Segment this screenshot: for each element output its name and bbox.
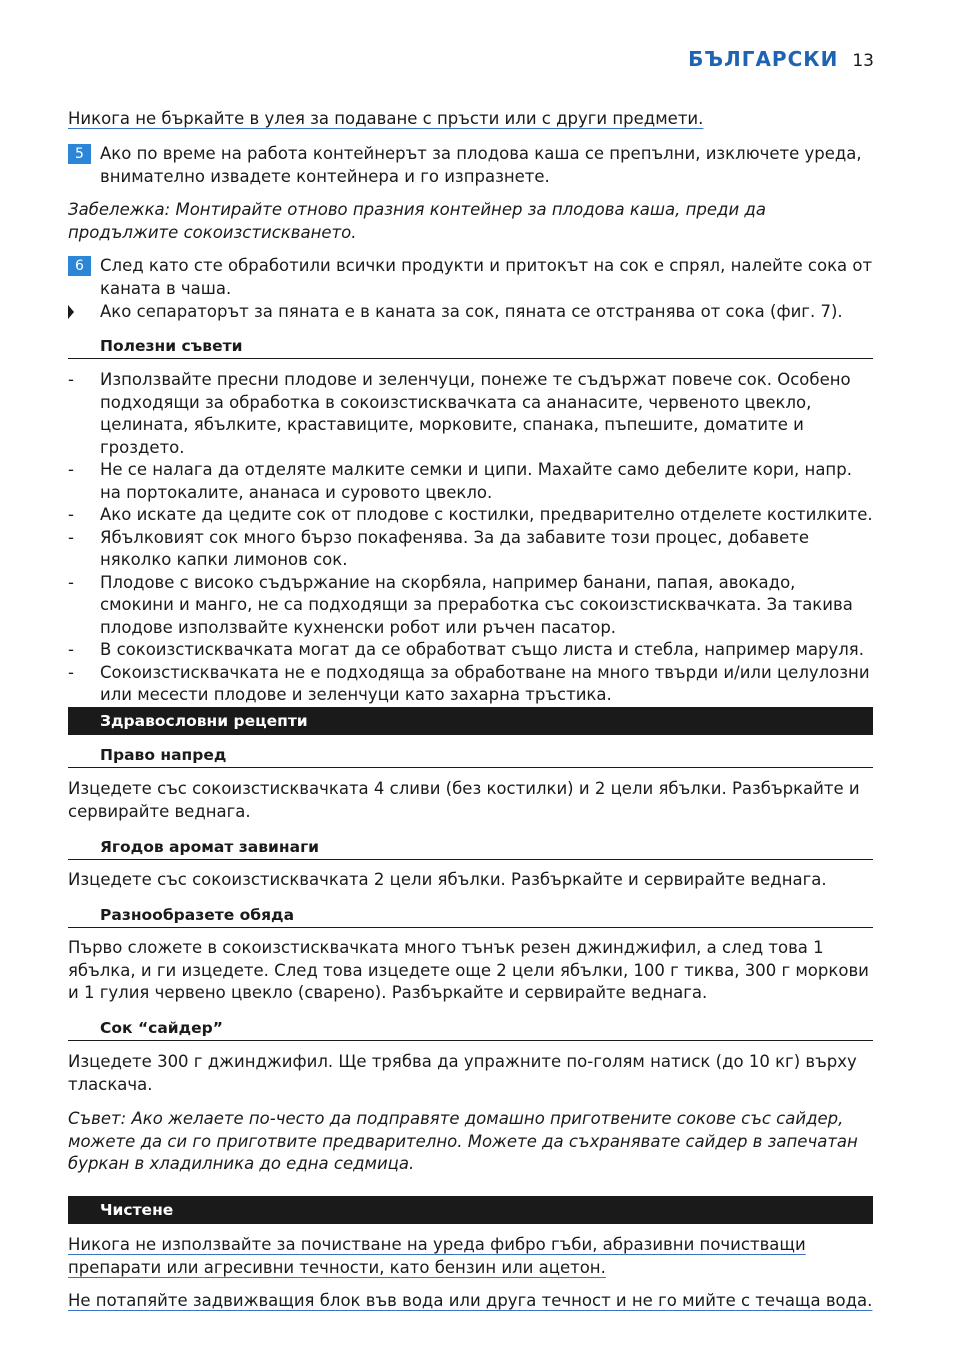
language-label: БЪЛГАРСКИ <box>688 47 839 71</box>
triangle-bullet-icon <box>68 305 74 319</box>
recipe-text-straight-ahead: Изцедете със сокоизстисквачката 4 сливи (без костилки) и 2 цели ябълки. Разбъркайте и сервирайте веднага. <box>68 779 860 821</box>
healthy-recipes-section-bar: Здравословни рецепти <box>68 707 873 735</box>
warning-feed-tube: Никога не бъркайте в улея за подаване с пръсти или с други предмети. <box>68 109 704 128</box>
recipe-title-cider: Сок “сайдер” <box>68 1015 873 1041</box>
recipe-text-lunch: Първо сложете в сокоизстисквачката много тънък резен джинджифил, а след това 1 ябълка, и ги изцедете. След това изцедете още 2 цели ябълки, 100 г тиква, 300 г моркови и 1 гулия червено цвекло (сварено). Разбъркайте и сервирайте веднага. <box>68 938 869 1002</box>
bullet-text: Ако сепараторът за пяната е в каната за сок, пяната се отстранява от сока (фиг. 7). <box>100 302 843 321</box>
list-item: - Плодове с високо съдържание на скорбяла, например банани, папая, авокадо, смокини и манго, не са подходящи за преработка със сокоизстисквачката. За такива плодове използвайте кухненски робот или ръчен пасатор. <box>68 572 873 640</box>
useful-tips-heading: Полезни съвети <box>68 333 873 359</box>
step-number-badge: 5 <box>68 144 91 164</box>
warning-cleaning-agents: Никога не използвайте за почистване на уреда фибро гъби, абразивни почистващи препарати или агресивни течности, като бензин или ацетон. <box>68 1235 806 1277</box>
list-item: - Ябълковият сок много бързо покафенява. За да забавите този процес, добавете няколко капки лимонов сок. <box>68 527 873 572</box>
step-text: Ако по време на работа контейнерът за плодова каша се препълни, изключете уреда, внимателно извадете контейнера и го изпразнете. <box>100 144 862 186</box>
recipe-text-cider: Изцедете 300 г джинджифил. Ще трябва да упражните по-голям натиск (до 10 кг) върху тласкача. <box>68 1052 857 1094</box>
bullet-froth-separator <box>68 301 873 324</box>
recipe-title-straight-ahead: Право напред <box>68 742 873 768</box>
step-number-badge: 6 <box>68 256 91 276</box>
note-pulp-container: Забележка: Монтирайте отново празния контейнер за плодова каша, преди да продължите сокоизстискването. <box>68 200 766 242</box>
recipe-text-strawberry: Изцедете със сокоизстисквачката 2 цели ябълки. Разбъркайте и сервирайте веднага. <box>68 870 827 889</box>
page-header <box>688 47 874 71</box>
useful-tips-list <box>68 369 873 707</box>
list-item: - Не се налага да отделяте малките семки и ципи. Махайте само дебелите кори, напр. на портокалите, ананаса и суровото цвекло. <box>68 459 873 504</box>
cider-tip: Съвет: Ако желаете по-често да подправяте домашно приготвените сокове със сайдер, можете да си го приготвите предварително. Можете да съхранявате сайдер в запечатан буркан в хладилника до една седмица. <box>68 1109 858 1173</box>
cleaning-section-bar: Чистене <box>68 1196 873 1224</box>
step-text: След като сте обработили всички продукти и притокът на сок е спрял, налейте сока от каната в чаша. <box>100 256 873 298</box>
list-item: - В сокоизстисквачката могат да се обработват също листа и стебла, например маруля. <box>68 639 873 662</box>
list-item: - Ако искате да цедите сок от плодове с костилки, предварително отделете костилките. <box>68 504 873 527</box>
warning-no-immersion: Не потапяйте задвижващия блок във вода или друга течност и не го мийте с течаща вода. <box>68 1291 873 1310</box>
recipe-title-strawberry: Ягодов аромат завинаги <box>68 834 873 860</box>
step-5 <box>68 143 873 188</box>
list-item: - Сокоизстисквачката не е подходяща за обработване на много твърди и/или целулозни или месести плодове и зеленчуци като захарна тръстика. <box>68 662 873 707</box>
page-number: 13 <box>852 51 874 71</box>
recipe-title-lunch: Разнообразете обяда <box>68 902 873 928</box>
list-item: - Използвайте пресни плодове и зеленчуци, понеже те съдържат повече сок. Особено подходящи за обработка в сокоизстисквачката са ананасите, червеното цвекло, целината, ябълките, краставиците, морковите, спанака, пъпешите, доматите и гроздето. <box>68 369 873 459</box>
step-6 <box>68 255 873 300</box>
